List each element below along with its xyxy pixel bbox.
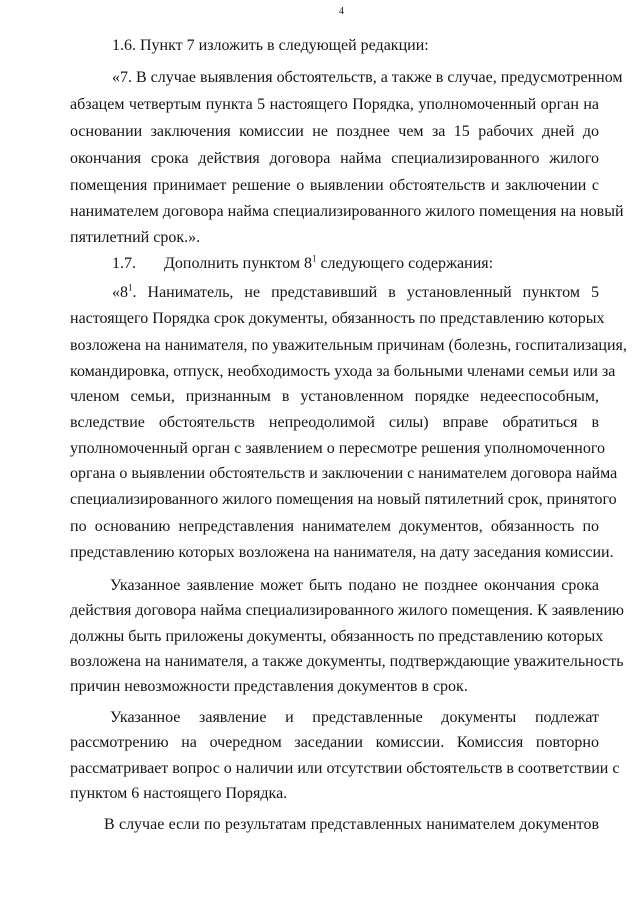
item-number: 1.7. — [112, 255, 136, 272]
text-line: возложена на нанимателя, по уважительным причинам (болезнь, госпитализация, — [70, 337, 627, 354]
item-text: . Наниматель, не представивший в установленный пунктом 5 — [132, 284, 599, 301]
text-line: действия договора найма специализированного жилого помещения. К заявлению — [70, 602, 624, 619]
line-1-6-heading: 1.6. Пункт 7 изложить в следующей редакции: — [112, 37, 429, 54]
text-line: В случае если по результатам представленных нанимателем документов — [104, 816, 599, 833]
text-line: Указанное заявление может быть подано не позднее окончания срока — [110, 577, 599, 594]
text-line: рассматривает вопрос о наличии или отсутствии обстоятельств в соответствии с — [70, 760, 620, 777]
text-line: представлению которых возложена на нанимателя, на дату заседания комиссии. — [70, 544, 614, 561]
text-line: абзацем четвертым пункта 5 настоящего Порядка, уполномоченный орган на — [70, 96, 599, 113]
text-line: нанимателем договора найма специализированного жилого помещения на новый — [70, 203, 624, 220]
superscript: 1 — [311, 253, 317, 264]
text-line: командировка, отпуск, необходимость ухода за больными членами семьи или за — [70, 363, 616, 380]
text-line: вследствие обстоятельств непреодолимой силы) вправе обратиться в — [70, 414, 599, 431]
text-line: рассмотрению на очередном заседании комиссии. Комиссия повторно — [70, 734, 599, 751]
item-text: следующего содержания: — [316, 255, 494, 272]
text-line: возложена на нанимателя, а также документы, подтверждающие уважительность — [70, 653, 624, 670]
text-line: причин невозможности представления документов в срок. — [70, 678, 468, 695]
text-line: настоящего Порядка срок документы, обязанность по представлению которых — [70, 310, 605, 327]
text-line: уполномоченный орган с заявлением о пересмотре решения уполномоченного — [70, 440, 605, 457]
text-line: органа о выявлении обстоятельств и заключении с нанимателем договора найма — [70, 465, 618, 482]
line-1-7-heading — [112, 254, 599, 273]
text-line: должны быть приложены документы, обязанность по представлению которых — [70, 628, 604, 645]
text-line: членом семьи, признанным в установленном порядке недееспособным, — [70, 388, 599, 405]
text-line: пятилетний срок.». — [70, 229, 201, 246]
item-text: Дополнить пунктом 8 — [164, 255, 312, 272]
text-line: помещения принимает решение о выявлении обстоятельств и заключении с — [70, 177, 599, 194]
text-line: по основанию непредставления нанимателем документов, обязанность по — [70, 518, 599, 535]
page-number: 4 — [339, 6, 344, 17]
text-line: Указанное заявление и представленные документы подлежат — [110, 709, 599, 726]
text-line: специализированного жилого помещения на новый пятилетний срок, принятого — [70, 491, 617, 508]
text-line: «7. В случае выявления обстоятельств, а также в случае, предусмотренном — [112, 69, 623, 86]
text-line: основании заключения комиссии не позднее чем за 15 рабочих дней до — [70, 123, 599, 140]
text-line: пунктом 6 настоящего Порядка. — [70, 785, 288, 802]
text-line: окончания срока действия договора найма специализированного жилого — [70, 150, 599, 167]
line-8-1-heading — [112, 283, 599, 302]
superscript: 1 — [128, 282, 133, 293]
item-prefix: «8 — [112, 284, 128, 301]
